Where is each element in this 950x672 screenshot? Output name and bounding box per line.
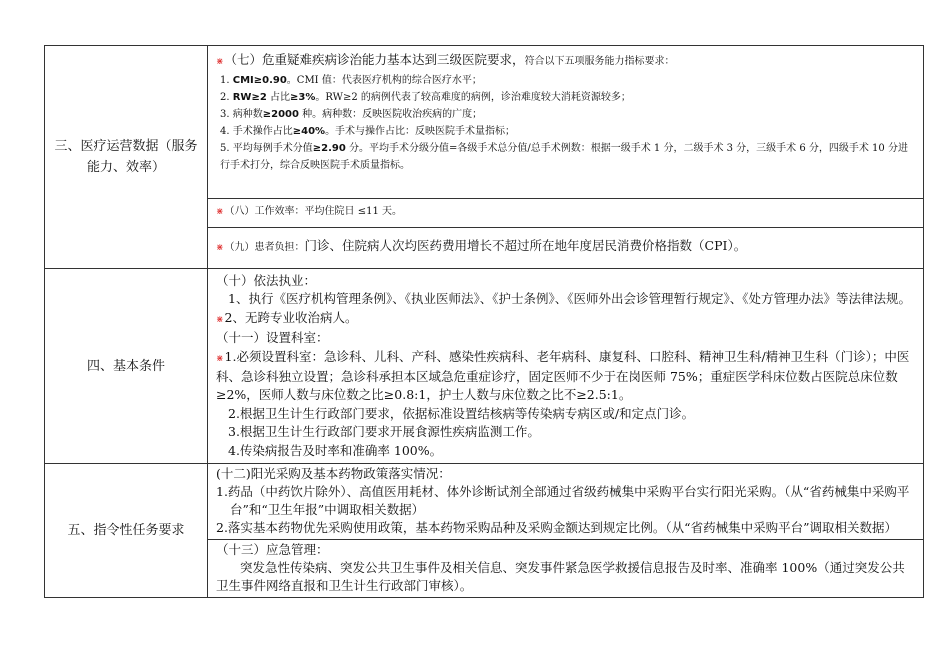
criteria-cell [208, 540, 924, 598]
criterion-heading: ⋇（七）危重疑难疾病诊治能力基本达到三级医院要求，符合以下五项服务能力指标要求： [216, 52, 675, 67]
table-row [45, 46, 924, 199]
star-mark-icon: ⋇ [216, 57, 224, 67]
paragraph: 突发急性传染病、突发公共卫生事件及相关信息、突发事件紧急医学救援信息报告及时率、准确率 100%（通过突发公共卫生事件网络直报和卫生计生行政部门审核）。 [216, 560, 905, 594]
criteria-cell [208, 269, 924, 464]
criteria-cell [208, 464, 924, 540]
star-mark-icon: ⋇ [216, 243, 224, 253]
list-item: ⋇1.必须设置科室：急诊科、儿科、产科、感染性疾病科、老年病科、康复科、口腔科、精神卫生科/精神卫生科（门诊）；中医科、急诊科独立设置；急诊科承担本区域急危重症诊疗，固定医师不少于在岗医师 75%；重症医学科床位数占医院总床位数≥2%，医师人数与床位数之比≥0.8:1，护士人数与床位数之比不≥2.5:1。 [216, 348, 910, 403]
criterion-heading: （十一）设置科室： [216, 330, 329, 346]
star-mark-icon: ⋇ [216, 207, 224, 217]
criterion-line: ⋇（九）患者负担：门诊、住院病人次均医药费用增长不超过所在地年度居民消费价格指数（CPI）。 [216, 238, 747, 253]
list-item: 3. 病种数≥2000 种。病种数：反映医院收治疾病的广度； [220, 109, 483, 120]
criteria-cell [208, 199, 924, 228]
table-row [45, 464, 924, 540]
star-mark-icon: ⋇ [216, 314, 224, 325]
list-item: 1.药品（中药饮片除外）、高值医用耗材、体外诊断试剂全部通过省级药械集中采购平台实行阳光采购。（从“省药械集中采购平台”和“卫生年报”中调取相关数据） [216, 484, 910, 518]
list-item: 1. CMI≥0.90。CMI 值：代表医疗机构的综合医疗水平； [220, 75, 482, 86]
list-item: 3.根据卫生计生行政部门要求开展食源性疾病监测工作。 [228, 424, 540, 440]
list-item: 2. RW≥2 占比≥3%。RW≥2 的病例代表了较高难度的病例，诊治难度较大消耗资源较多； [220, 92, 631, 103]
list-item: ⋇2、无跨专业收治病人。 [216, 309, 358, 325]
list-item: 2.落实基本药物优先采购使用政策，基本药物采购品种及采购金额达到规定比例。（从“省药械集中采购平台”调取相关数据） [216, 520, 897, 536]
list-item: 2.根据卫生计生行政部门要求，依据标准设置结核病等传染病专病区或/和定点门诊。 [228, 405, 695, 421]
category-cell [45, 269, 208, 464]
list-item: 4. 手术操作占比≥40%。手术与操作占比：反映医院手术量指标； [220, 126, 516, 137]
criteria-table [44, 45, 924, 598]
criterion-heading: （十）依法执业： [216, 273, 317, 288]
criterion-heading: (十二)阳光采购及基本药物政策落实情况： [216, 466, 451, 482]
star-mark-icon: ⋇ [216, 353, 224, 364]
category-label: 四、基本条件 [86, 358, 165, 374]
table-row [45, 269, 924, 464]
category-label: 三、医疗运营数据（服务能力、效率） [54, 139, 198, 175]
list-item: 1、执行《医疗机构管理条例》、《执业医师法》、《护士条例》、《医师外出会诊管理暂行规定》、《处方管理办法》等法律法规。 [228, 291, 911, 307]
category-label: 五、指令性任务要求 [67, 523, 185, 539]
list-item: 5. 平均每例手术分值≥2.90 分。平均手术分级分值=各级手术总分值/总手术例数：根据一级手术 1 分，二级手术 3 分，三级手术 6 分，四级手术 10 分进行手术打分，综合反映医院手术质量指标。 [220, 143, 908, 171]
criteria-cell [208, 228, 924, 269]
category-cell [45, 46, 208, 269]
category-cell [45, 464, 208, 598]
list-item: 4.传染病报告及时率和准确率 100%。 [228, 442, 443, 458]
criterion-line: ⋇（八）工作效率：平均住院日 ≤11 天。 [216, 206, 403, 217]
criteria-cell [208, 46, 924, 199]
criterion-heading: （十三）应急管理： [216, 542, 329, 558]
criteria-table-sheet [44, 45, 924, 598]
